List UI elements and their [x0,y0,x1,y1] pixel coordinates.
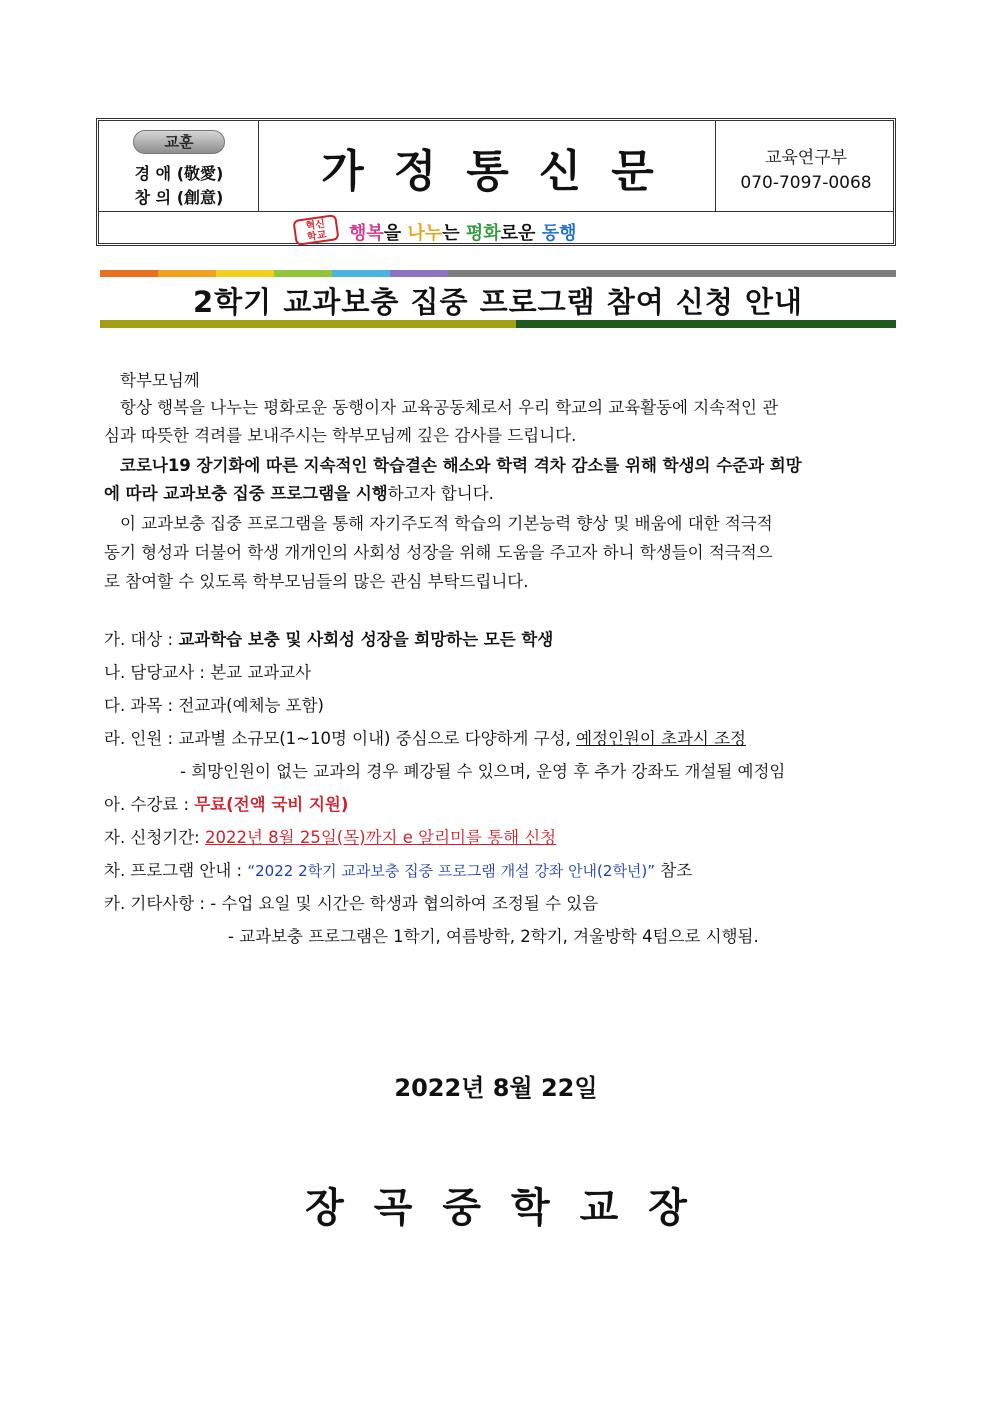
para2-bold: 에 따라 교과보충 집중 프로그램을 시행 [104,484,388,503]
para2-rest: 하고자 합니다. [387,484,494,503]
item-subject: 다. 과목 : 전교과(예체능 포함) [104,696,324,715]
item-period [104,827,890,849]
newsletter-header [96,118,896,246]
item-target [104,629,890,651]
slogan-segment: 행복 [349,223,384,244]
slogan-segment: 로운 [500,223,542,244]
slogan-segment: 을 [383,223,408,244]
slogan-segment: 나누 [407,223,443,244]
bar-top-segment [100,270,158,277]
slogan-segment: 동행 [541,223,577,244]
item-capacity-subnote: - 희망인원이 없는 교과의 경우 폐강될 수 있으며, 운영 후 추가 강좌도 개설될 예정임 [180,762,786,781]
issue-date: 2022년 8월 22일 [394,1074,598,1102]
item-capacity [104,728,890,750]
item-capacity-note: 예정인원이 초과시 조정 [576,729,746,748]
slogan-segment: 평화 [465,223,501,244]
para2-line1: 코로나19 장기화에 따른 지속적인 학습결손 해소와 학력 격차 감소를 위해 학생의 수준과 희망 [120,456,802,475]
para3-line3: 로 참여할 수 있도록 학부모님들의 많은 관심 부탁드립니다. [104,572,529,591]
motto-line-2: 창 의 (創意) [134,188,224,207]
bar-top-segment [390,270,448,277]
bar-top-segment [274,270,332,277]
para2-line2 [104,483,890,505]
item-fee [104,794,890,816]
bar-top-segment [332,270,390,277]
title-cell [259,121,716,212]
motto-badge: 교훈 [133,130,225,154]
item-program-suffix: 참조 [655,861,693,880]
bar-top-segment [216,270,274,277]
school-motto [99,121,259,212]
item-program-guide [104,860,890,882]
page-title: 가정통신문 [321,146,684,197]
slogan-row [99,213,893,246]
para3-line1: 이 교과보충 집중 프로그램을 통해 자기주도적 학습의 기본능력 향상 및 배움에 대한 적극적 [120,514,773,533]
motto-line-1: 경 애 (敬愛) [134,164,224,183]
item-fee-value: 무료(전액 국비 지원) [194,795,349,814]
header-top-row [99,121,893,212]
phone-number: 070-7097-0068 [740,173,872,193]
item-target-value: 교과학습 보충 및 사회성 성장을 희망하는 모든 학생 [178,630,554,649]
para1-line1: 항상 행복을 나누는 평화로운 동행이자 교육공동체로서 우리 학교의 교육활동에 지속적인 관 [120,398,779,417]
para1-line2: 심과 따뜻한 격려를 보내주시는 학부모님께 깊은 감사를 드립니다. [104,426,577,445]
school-slogan [349,219,576,245]
principal-signature: 장곡중학교장 [305,1185,717,1231]
item-program-label: 차. 프로그램 안내 : [104,861,248,880]
innovation-school-stamp-icon [292,214,339,246]
item-program-link: “2022 2학기 교과보충 집중 프로그램 개설 강좌 안내(2학년)” [247,862,656,880]
para3-line2: 동기 형성과 더불어 학생 개개인의 사회성 성장을 위해 도움을 주고자 하니 학생들이 적극적으 [104,543,773,562]
item-teacher: 나. 담당교사 : 본교 교과교사 [104,663,312,682]
slogan-segment: 는 [442,223,466,244]
headline: 2학기 교과보충 집중 프로그램 참여 신청 안내 [192,285,803,319]
department-label: 교육연구부 [764,148,848,168]
item-target-label: 가. 대상 : [104,630,179,649]
bar-bottom-segment [516,320,896,328]
item-other-line2: - 교과보충 프로그램은 1학기, 여름방학, 2학기, 겨울방학 4텀으로 시행됨. [228,927,759,946]
item-period-value: 2022년 8월 25일(목)까지 e 알리미를 통해 신청 [205,828,557,847]
stamp-text-2: 학교 [306,229,328,244]
item-fee-label: 아. 수강료 : [104,795,195,814]
greeting: 학부모님께 [120,371,200,390]
item-capacity-label: 라. 인원 : 교과별 소규모(1~10명 이내) 중심으로 다양하게 구성, [104,729,577,748]
item-period-label: 자. 신청기간: [104,828,205,847]
bar-top-segment [158,270,216,277]
item-other-line1: 카. 기타사항 : - 수업 요일 및 시간은 학생과 협의하여 조정될 수 있음 [104,894,599,913]
bar-top-segment [448,270,896,277]
stamp-text-1: 혁신 [305,218,326,233]
contact-cell [716,121,896,212]
bar-bottom-segment [100,320,516,328]
